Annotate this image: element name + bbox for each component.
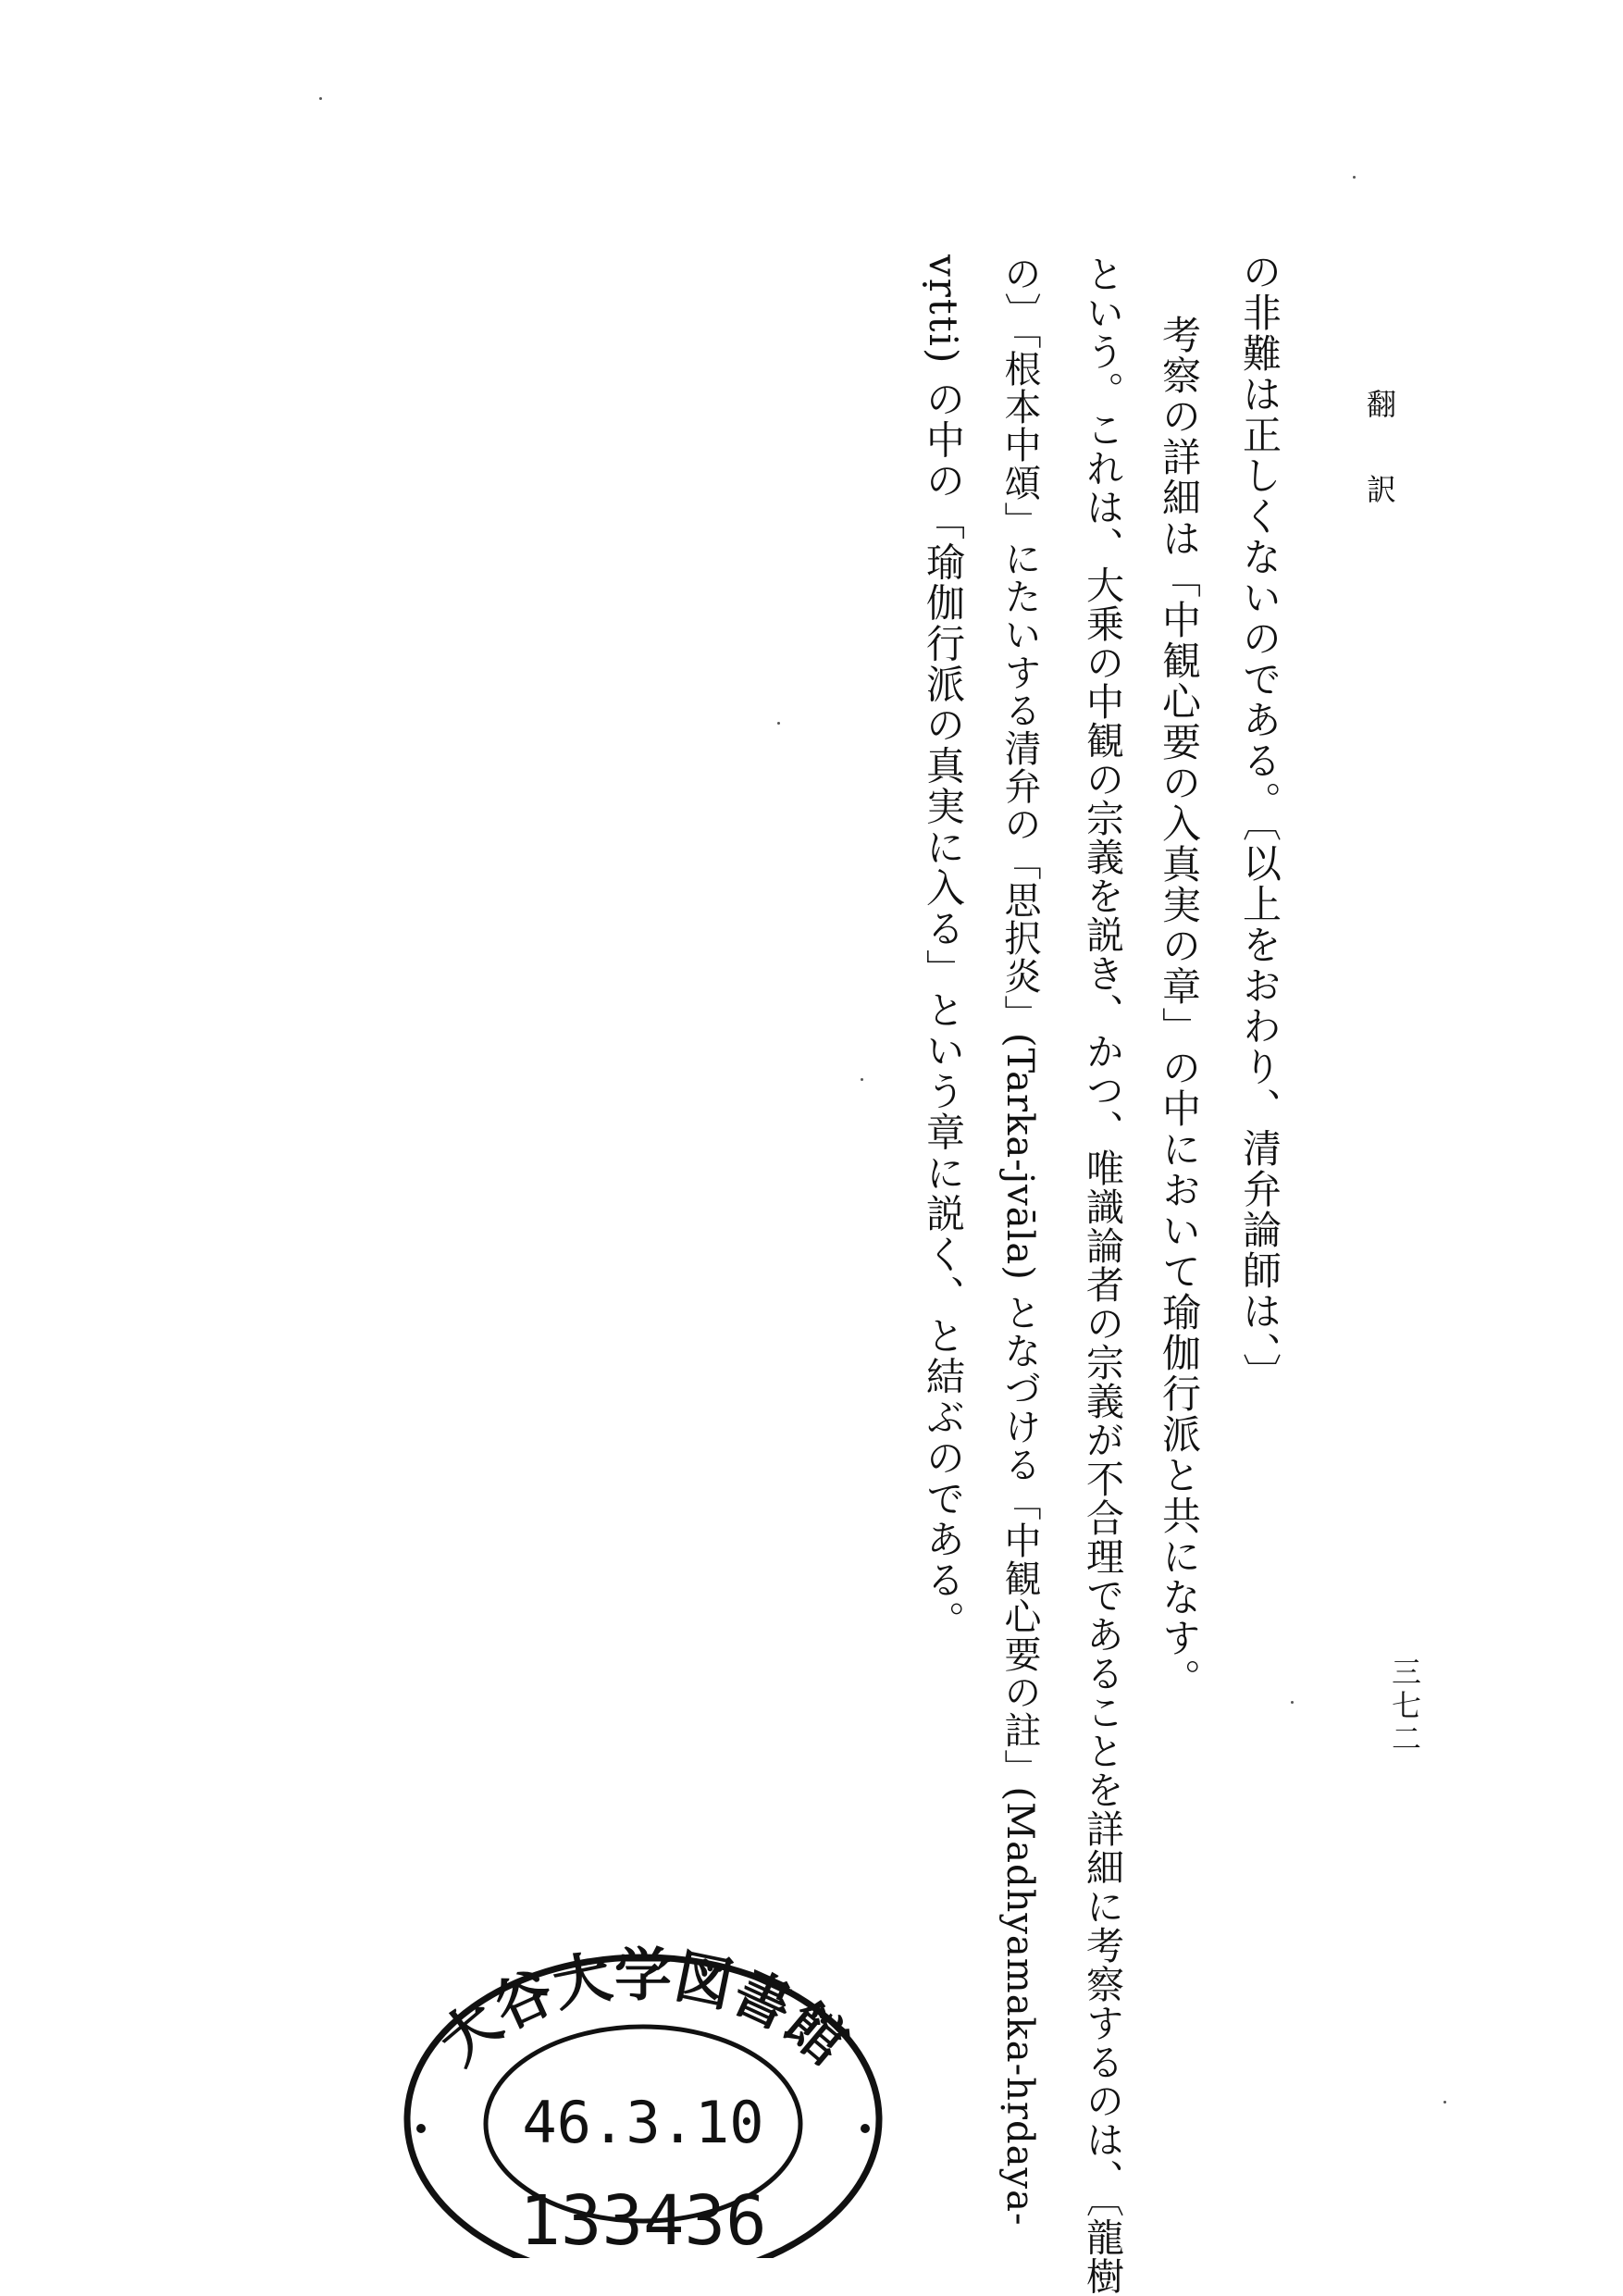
speck xyxy=(777,722,780,725)
text-line-2: 考察の詳細は「中観心要の入真実の章」の中において瑜伽行派と共になす。 xyxy=(1157,315,1202,1699)
text-line-5: vṛtti) の中の「瑜伽行派の真実に入る」という章に説く、と結ぶのである。 xyxy=(921,254,966,1642)
stamp-number: 133436 xyxy=(519,2181,767,2258)
stamp-library-name: 大谷大学図書館 xyxy=(426,1941,861,2078)
stamp-date: 46.3.10 xyxy=(522,2089,764,2156)
text-line-4: の〕「根本中頌」にたいする清弁の「思択炎」(Tarka-jvāla) となづける「中観心要の註」(Madhyamaka-hṛdaya- xyxy=(998,254,1041,2227)
speck xyxy=(1291,1701,1294,1704)
library-stamp xyxy=(379,1906,907,2258)
running-header-title: 翻訳 xyxy=(1362,389,1397,559)
text-line-3: という。これは、大乗の中観の宗義を説き、かつ、唯識論者の宗義が不合理であることを詳細に考察するのは、〔龍樹 xyxy=(1080,254,1124,2296)
speck xyxy=(319,97,322,100)
speck xyxy=(861,1078,863,1081)
speck xyxy=(1443,2101,1446,2104)
speck xyxy=(1353,176,1356,179)
text-line-1: の非難は正しくないのである。〔以上をおわり、清弁論師は、〕 xyxy=(1237,252,1282,1394)
page-number: 三七二 xyxy=(1387,1657,1422,1756)
